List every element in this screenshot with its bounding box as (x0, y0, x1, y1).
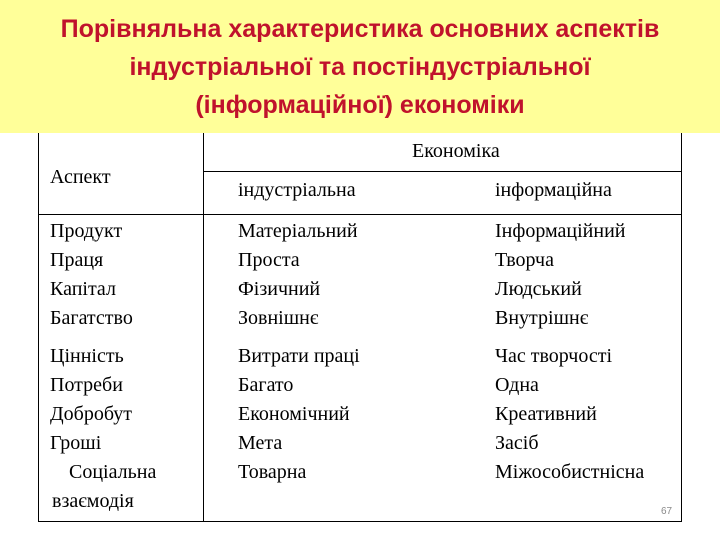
aspect-cell: Потреби (50, 374, 123, 396)
industrial-column-header: індустріальна (238, 179, 356, 201)
industrial-cell: Витрати праці (238, 345, 360, 367)
industrial-cell: Матеріальний (238, 220, 358, 242)
informational-cell: Людський (495, 278, 582, 300)
aspect-cell: Капітал (50, 278, 116, 300)
informational-cell: Інформаційний (495, 220, 626, 242)
group2-aspects (50, 342, 156, 516)
group1-informational (495, 217, 626, 333)
industrial-cell: Зовнішнє (238, 307, 319, 329)
informational-column-header: інформаційна (495, 179, 612, 201)
group2-industrial (238, 342, 360, 487)
industrial-cell: Економічний (238, 403, 350, 425)
comparison-table (38, 133, 682, 522)
aspect-cell: Гроші (50, 432, 102, 454)
industrial-cell: Багато (238, 374, 294, 396)
aspect-cell: Багатство (50, 307, 133, 329)
aspect-cell: Цінність (50, 345, 124, 367)
aspect-header: Аспект (50, 166, 111, 188)
slide-title-line-3: (інформаційної) економіки (195, 91, 525, 119)
aspect-cell: взаємодія (52, 490, 134, 512)
informational-cell: Засіб (495, 432, 539, 454)
header-divider (203, 171, 681, 172)
economy-header: Економіка (412, 140, 500, 162)
informational-cell: Креативний (495, 403, 597, 425)
group1-aspects (50, 217, 133, 333)
column-divider-aspect (203, 133, 204, 521)
header-bottom-line (39, 214, 681, 215)
group1-industrial (238, 217, 358, 333)
industrial-cell: Проста (238, 249, 300, 271)
informational-cell: Одна (495, 374, 539, 396)
informational-cell: Внутрішнє (495, 307, 589, 329)
slide-title-line-1: Порівняльна характеристика основних аспектів (60, 15, 660, 43)
group2-informational (495, 342, 644, 487)
informational-cell: Міжособистнісна (495, 461, 645, 483)
aspect-cell: Продукт (50, 220, 123, 242)
page-number: 67 (661, 506, 673, 517)
title-band (0, 0, 720, 133)
informational-cell: Час творчості (495, 345, 613, 367)
industrial-cell: Фізичний (238, 278, 321, 300)
slide-title-line-2: індустріальної та постіндустріальної (129, 53, 591, 81)
aspect-cell: Праця (50, 249, 104, 271)
informational-cell: Творча (495, 249, 554, 271)
aspect-cell: Соціальна (69, 461, 157, 483)
aspect-cell: Добробут (50, 403, 132, 425)
industrial-cell: Товарна (238, 461, 307, 483)
industrial-cell: Мета (238, 432, 283, 454)
